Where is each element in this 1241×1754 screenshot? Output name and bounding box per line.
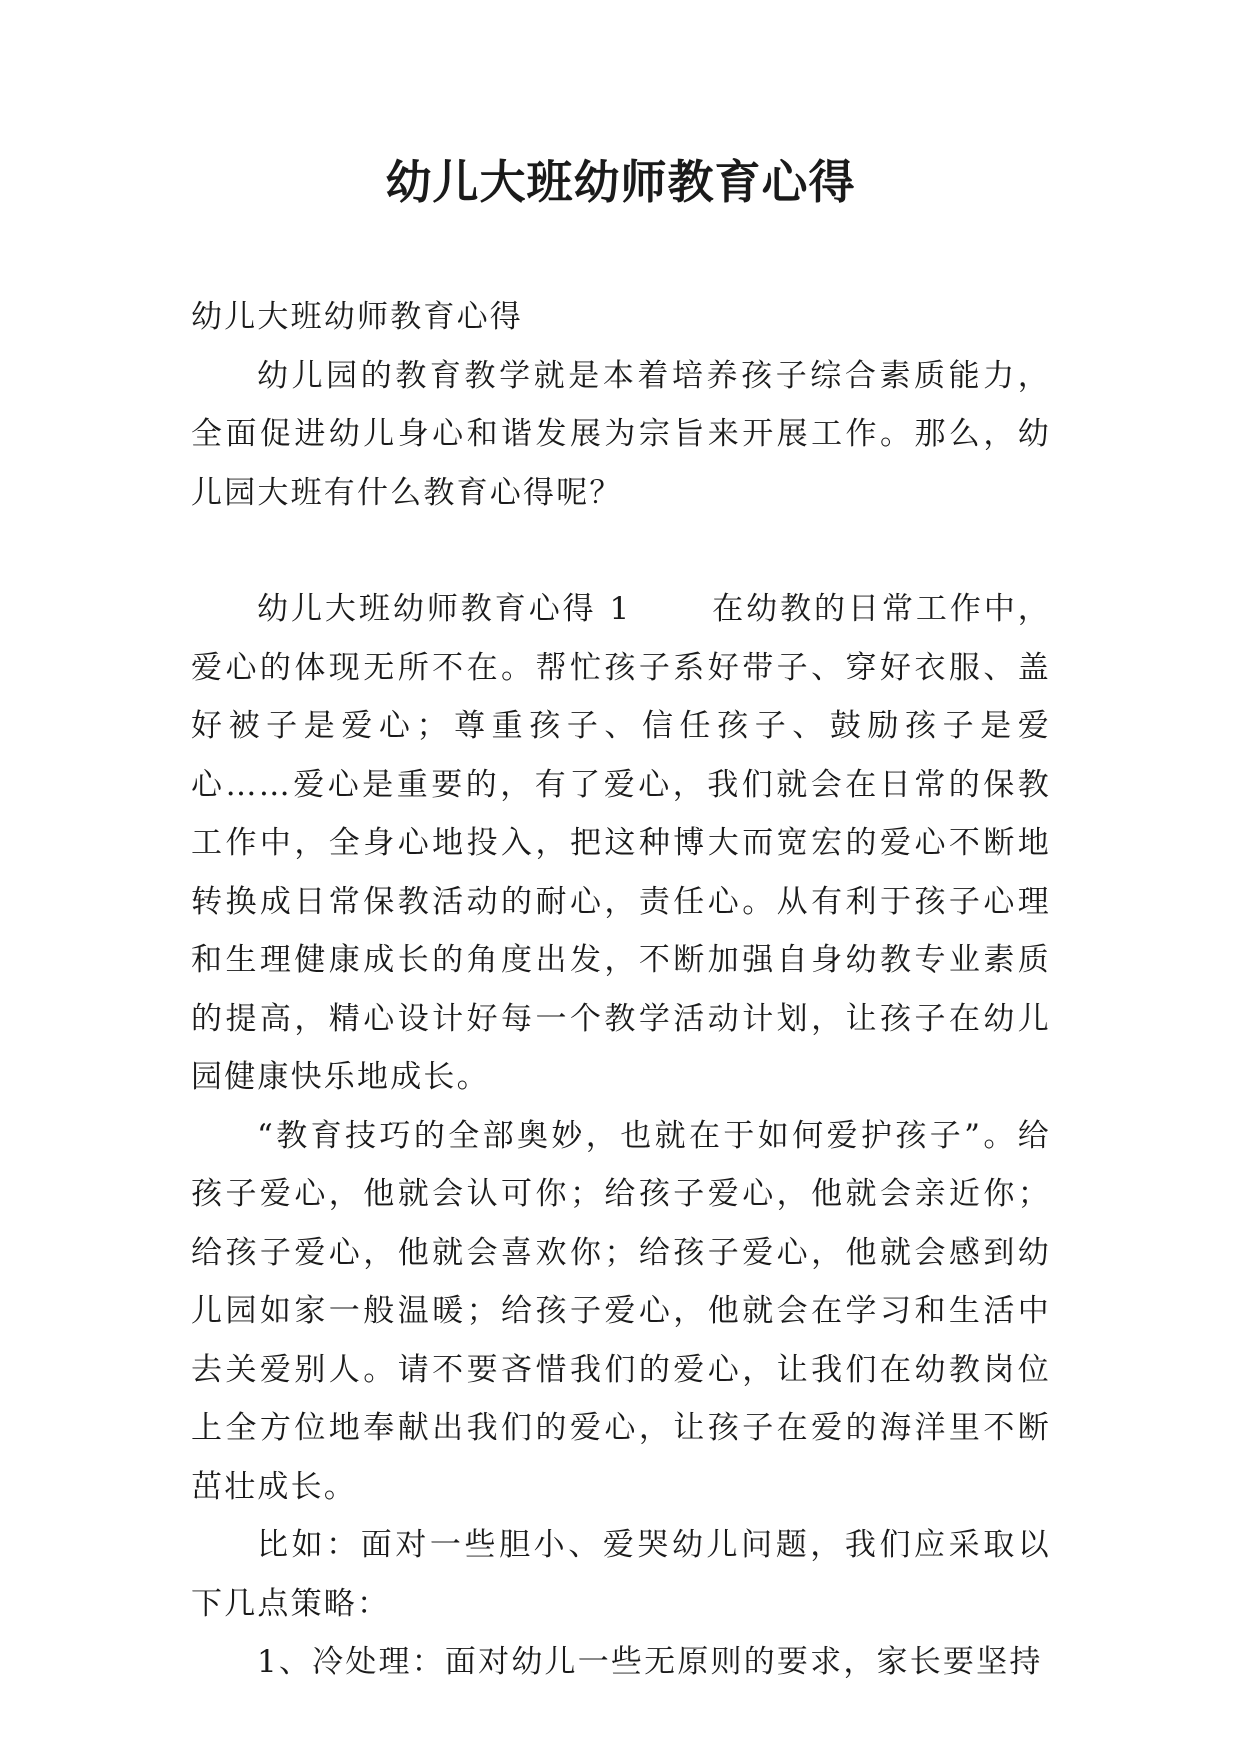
intro-paragraph: 幼儿园的教育教学就是本着培养孩子综合素质能力，全面促进幼儿身心和谐发展为宗旨来开展工作。那么，幼儿园大班有什么教育心得呢？ [191, 357, 1051, 511]
section1-heading: 幼儿大班幼师教育心得 1 [257, 591, 632, 627]
section1-text: 在幼教的日常工作中，爱心的体现无所不在。帮忙孩子系好带子、穿好衣服、盖好被子是爱心；尊重孩子、信任孩子、鼓励孩子是爱心……爱心是重要的，有了爱心，我们就会在日常的保教工作中，全身心地投入，把这种博大而宽宏的爱心不断地转换成日常保教活动的耐心，责任心。从有利于孩子心理和生理健康成长的角度出发，不断加强自身幼教专业素质的提高，精心设计好每一个教学活动计划，让孩子在幼儿园健康快乐地成长。 [191, 591, 1052, 1095]
page-title: 幼儿大班幼师教育心得 [385, 155, 856, 209]
paragraph-2: “教育技巧的全部奥妙，也就在于如何爱护孩子”。给孩子爱心，他就会认可你；给孩子爱心，他就会亲近你；给孩子爱心，他就会喜欢你；给孩子爱心，他就会感到幼儿园如家一般温暖；给孩子爱心，他就会在学习和生活中去关爱别人。请不要吝惜我们的爱心，让我们在幼教岗位上全方位地奉献出我们的爱心，让孩子在爱的海洋里不断茁壮成长。 [191, 1117, 1051, 1505]
subtitle: 幼儿大班幼师教育心得 [191, 299, 523, 335]
paragraph-gap [191, 522, 1051, 580]
paragraph-3: 比如：面对一些胆小、爱哭幼儿问题，我们应采取以下几点策略： [191, 1527, 1051, 1622]
document-body [191, 288, 1051, 1692]
paragraph-4: 1、冷处理：面对幼儿一些无原则的要求，家长要坚持 [257, 1644, 1043, 1680]
section1-paragraph [191, 580, 1051, 1107]
